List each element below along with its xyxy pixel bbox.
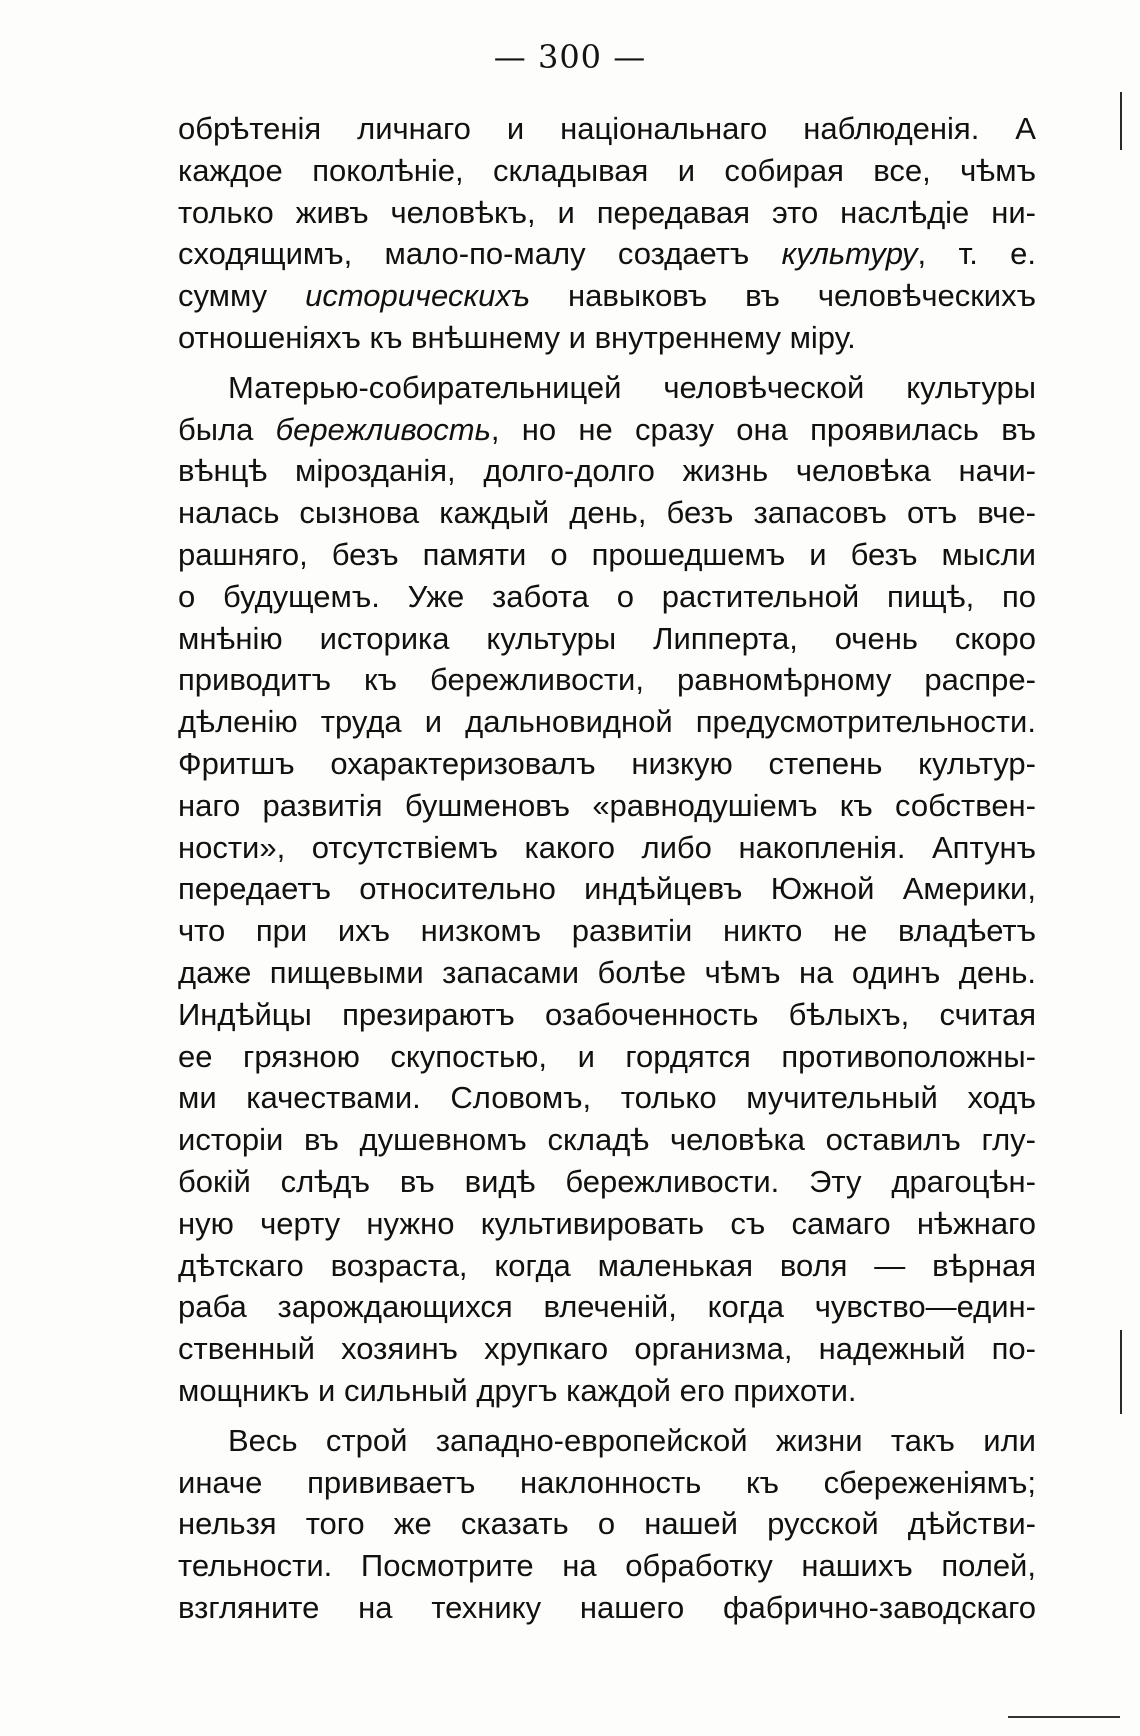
text-line — [178, 1077, 1036, 1119]
text-run: дѣтскаго возраста, когда маленькая воля — вѣрная — [178, 1247, 1036, 1283]
body-text — [178, 108, 1036, 1629]
paragraph-gap — [178, 1412, 1036, 1420]
text-line — [178, 952, 1036, 994]
text-run: , но не сразу она проявилась въ — [490, 411, 1037, 447]
text-line — [178, 576, 1036, 618]
text-run: мнѣнію историка культуры Липперта, очень скоро — [178, 620, 1036, 656]
text-line — [178, 233, 1036, 275]
text-run: бокій слѣдъ въ видѣ бережливости. Эту драгоцѣн- — [178, 1163, 1036, 1199]
text-run: сумму — [178, 278, 306, 314]
text-line — [178, 1245, 1036, 1287]
text-run: обрѣтенія личнаго и національнаго наблюденія. А — [178, 111, 1036, 146]
text-run: Индѣйцы презираютъ озабоченность бѣлыхъ, считая — [178, 996, 1036, 1032]
text-line — [178, 409, 1036, 451]
text-run: мощникъ и сильный другъ каждой его прихоти. — [178, 1372, 857, 1408]
text-line — [178, 1203, 1036, 1245]
text-run: наго развитія бушменовъ «равнодушіемъ къ собствен- — [178, 787, 1036, 823]
text-run: ную черту нужно культивировать съ самаго нѣжнаго — [178, 1205, 1036, 1241]
text-run: только живъ человѣкъ, и передавая это наслѣдіе ни- — [178, 194, 1036, 230]
text-run: исторіи въ душевномъ складѣ человѣка оставилъ глу- — [178, 1122, 1036, 1158]
text-run: ственный хозяинъ хрупкаго организма, надежный по- — [178, 1331, 1036, 1367]
margin-mark — [1120, 1330, 1122, 1414]
text-run: Весь строй западно-европейской жизни такъ или — [228, 1422, 1036, 1458]
text-run: вѣнцѣ мірозданія, долго-долго жизнь человѣка начи- — [178, 453, 1036, 489]
text-line — [178, 367, 1036, 409]
text-line — [178, 1161, 1036, 1203]
text-run: передаетъ относительно индѣйцевъ Южной Америки, — [178, 871, 1036, 907]
text-line — [178, 108, 1036, 150]
text-run: ее грязною скупостью, и гордятся противоположны- — [178, 1038, 1036, 1074]
text-run: ности», отсутствіемъ какого либо накопленія. Аптунъ — [178, 829, 1036, 865]
text-line — [178, 192, 1036, 234]
text-run: иначе прививаетъ наклонность къ сбереженіямъ; — [178, 1464, 1036, 1500]
text-run: о будущемъ. Уже забота о растительной пищѣ, по — [178, 578, 1036, 614]
text-run: даже пищевыми запасами болѣе чѣмъ на одинъ день. — [178, 954, 1036, 990]
text-line — [178, 317, 1036, 359]
text-line — [178, 868, 1036, 910]
text-line — [178, 785, 1036, 827]
text-line — [178, 1370, 1036, 1412]
text-run: сходящимъ, мало-по-малу создаетъ — [178, 236, 782, 272]
text-run: налась сызнова каждый день, безъ запасовъ отъ вче- — [178, 495, 1036, 531]
text-line — [178, 275, 1036, 317]
text-run: приводитъ къ бережливости, равномѣрному распре- — [178, 662, 1036, 698]
text-run: Матерью-собирательницей человѣческой культуры — [228, 369, 1036, 405]
text-line — [178, 827, 1036, 869]
text-run: отношеніяхъ къ внѣшнему и внутреннему міру. — [178, 319, 856, 355]
text-line — [178, 910, 1036, 952]
scan-edge-mark — [1008, 1716, 1120, 1718]
text-run: ми качествами. Словомъ, только мучительный ходъ — [178, 1080, 1036, 1116]
text-line — [178, 492, 1036, 534]
text-run: каждое поколѣніе, складывая и собирая все, чѣмъ — [178, 152, 1036, 188]
margin-mark — [1120, 92, 1122, 150]
text-line — [178, 534, 1036, 576]
text-line — [178, 1286, 1036, 1328]
page-number: — 300 — — [493, 38, 647, 76]
text-run: нельзя того же сказать о нашей русской дѣйстви- — [178, 1506, 1036, 1542]
text-line — [178, 1587, 1036, 1629]
text-line — [178, 1545, 1036, 1587]
text-line — [178, 743, 1036, 785]
text-run: навыковъ въ человѣческихъ — [530, 278, 1036, 314]
text-line — [178, 659, 1036, 701]
text-line — [178, 1503, 1036, 1545]
text-line — [178, 1036, 1036, 1078]
text-run: была — [178, 411, 276, 447]
text-line — [178, 618, 1036, 660]
text-line — [178, 994, 1036, 1036]
text-line — [178, 1328, 1036, 1370]
italic-term: историческихъ — [305, 278, 531, 314]
text-line — [178, 1462, 1036, 1504]
text-run: , т. е. — [917, 236, 1036, 272]
text-run: рашняго, безъ памяти о прошедшемъ и безъ мысли — [178, 536, 1036, 572]
text-run: что при ихъ низкомъ развитіи никто не владѣетъ — [178, 913, 1036, 949]
text-run: взгляните на технику нашего фабрично-заводскаго — [178, 1589, 1036, 1625]
text-line — [178, 1420, 1036, 1462]
paragraph-gap — [178, 359, 1036, 367]
italic-term: бережливость — [275, 411, 491, 447]
text-line — [178, 150, 1036, 192]
text-line — [178, 1119, 1036, 1161]
text-run: тельности. Посмотрите на обработку нашихъ полей, — [178, 1548, 1036, 1584]
text-run: раба зарождающихся влеченій, когда чувство—един- — [178, 1289, 1036, 1325]
text-line — [178, 450, 1036, 492]
text-run: Фритшъ охарактеризовалъ низкую степень культур- — [178, 745, 1036, 781]
text-run: дѣленію труда и дальновидной предусмотрительности. — [178, 704, 1036, 740]
italic-term: культуру — [781, 236, 918, 272]
text-line — [178, 701, 1036, 743]
